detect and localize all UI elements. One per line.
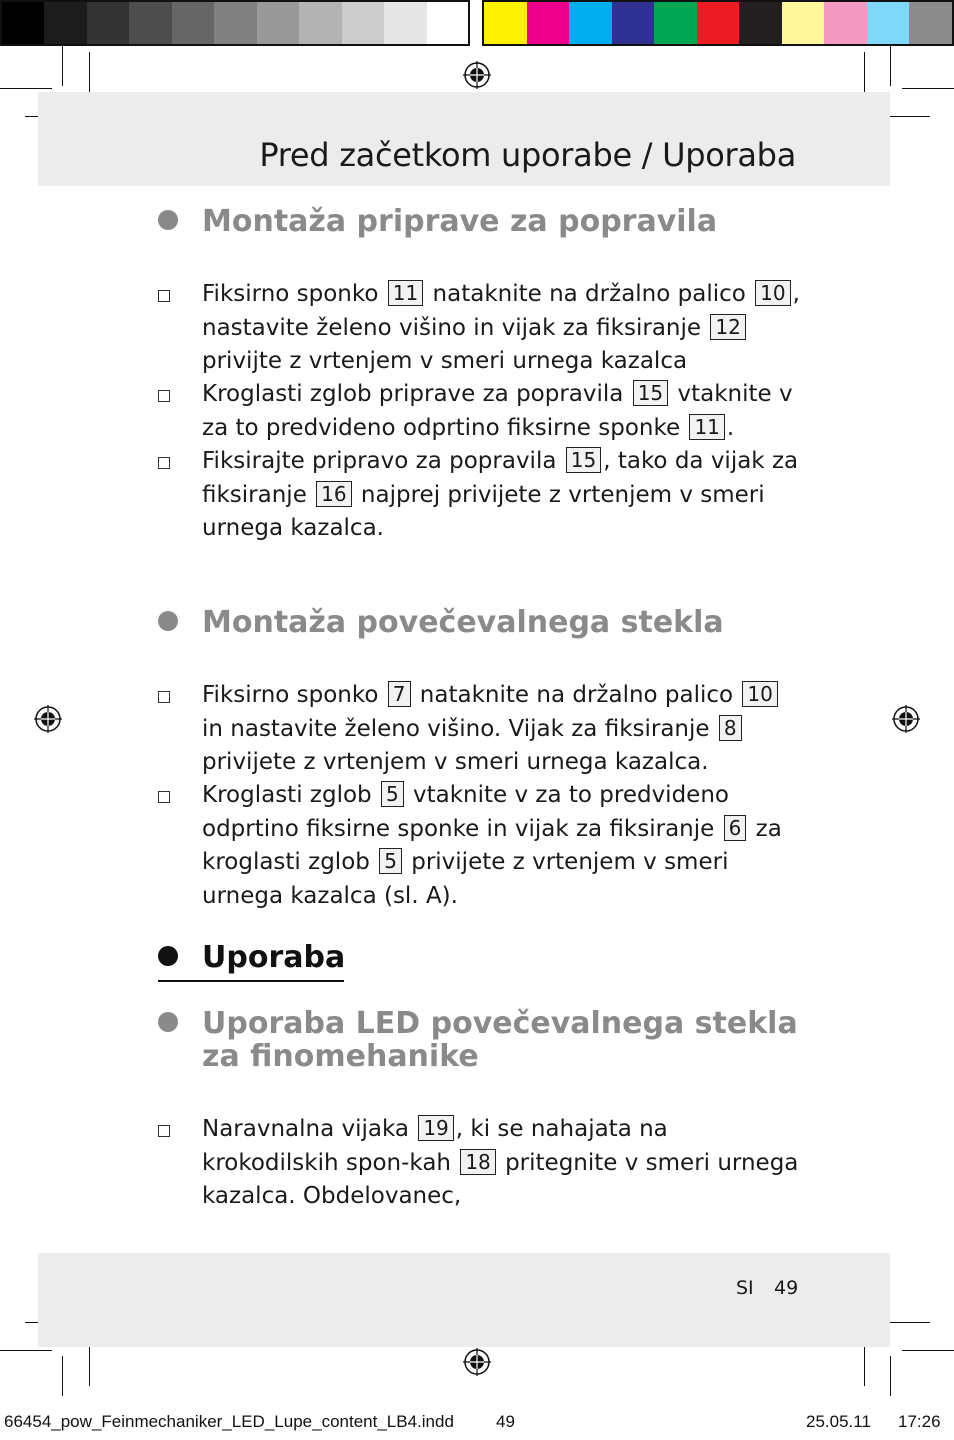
part-number: 19 bbox=[418, 1115, 453, 1141]
part-number: 5 bbox=[379, 848, 402, 874]
color-swatch bbox=[739, 2, 782, 44]
footer-page-number: 49 bbox=[774, 1277, 799, 1299]
section-heading-text: Montaža priprave za popravila bbox=[202, 204, 718, 239]
bullet-dot-icon bbox=[158, 611, 178, 631]
color-swatch bbox=[697, 2, 739, 44]
checkbox-bullet-icon bbox=[158, 791, 170, 803]
gray-swatch bbox=[129, 2, 172, 44]
crop-mark bbox=[890, 46, 891, 86]
gray-swatch bbox=[87, 2, 129, 44]
part-number: 15 bbox=[566, 447, 601, 473]
registration-mark-icon bbox=[462, 60, 492, 90]
gray-swatch bbox=[2, 2, 44, 44]
slug-page: 49 bbox=[496, 1412, 515, 1431]
crop-mark bbox=[890, 1356, 891, 1396]
gray-swatch bbox=[257, 2, 299, 44]
slug-date: 25.05.11 bbox=[806, 1412, 871, 1431]
heading-underline bbox=[158, 980, 344, 982]
color-swatch bbox=[867, 2, 909, 44]
part-number: 16 bbox=[316, 481, 351, 507]
page-title: Pred začetkom uporabe / Uporaba bbox=[259, 136, 796, 174]
checkbox-bullet-icon bbox=[158, 691, 170, 703]
part-number: 11 bbox=[388, 280, 423, 306]
crop-mark bbox=[0, 1350, 52, 1351]
part-number: 10 bbox=[755, 280, 790, 306]
crop-mark bbox=[884, 116, 930, 117]
crop-mark bbox=[902, 88, 954, 89]
color-swatch bbox=[654, 2, 697, 44]
slug-filename: 66454_pow_Feinmechaniker_LED_Lupe_content_LB4.indd bbox=[4, 1412, 454, 1431]
crop-mark bbox=[0, 88, 52, 89]
part-number: 10 bbox=[742, 681, 777, 707]
crop-mark bbox=[902, 1350, 954, 1351]
slug-time: 17:26 bbox=[898, 1412, 941, 1431]
gray-swatch bbox=[44, 2, 87, 44]
crop-mark bbox=[884, 1322, 930, 1323]
footer-band bbox=[38, 1253, 890, 1347]
gray-swatch bbox=[342, 2, 384, 44]
color-swatch bbox=[484, 2, 527, 44]
checkbox-bullet-icon bbox=[158, 457, 170, 469]
section-heading-text: Uporaba bbox=[202, 940, 346, 975]
list-item: Kroglasti zglob 5 vtaknite v za to predvideno odprtino fiksirne sponke in vijak za fiksiranje 6 za kroglasti zglob 5 privijete z vrtenjem v smeri urnega kazalca (sl. A). bbox=[202, 779, 802, 913]
registration-mark-icon bbox=[33, 704, 63, 734]
checkbox-bullet-icon bbox=[158, 290, 170, 302]
section-heading bbox=[158, 605, 724, 640]
crop-mark bbox=[62, 1356, 63, 1396]
footer-language: SI bbox=[736, 1277, 754, 1299]
bullet-dot-icon bbox=[158, 210, 178, 230]
gray-swatch bbox=[214, 2, 257, 44]
gray-swatch bbox=[427, 2, 468, 44]
bullet-dot-icon bbox=[158, 946, 178, 966]
part-number: 12 bbox=[710, 314, 745, 340]
section-heading bbox=[158, 204, 717, 239]
color-swatch bbox=[824, 2, 867, 44]
color-swatch bbox=[569, 2, 612, 44]
color-swatch bbox=[612, 2, 654, 44]
registration-mark-icon bbox=[891, 704, 921, 734]
color-swatch bbox=[527, 2, 569, 44]
part-number: 7 bbox=[388, 681, 411, 707]
gray-swatch bbox=[384, 2, 427, 44]
section-heading-text: Uporaba LED povečevalnega stekla bbox=[202, 1006, 798, 1041]
part-number: 15 bbox=[633, 380, 668, 406]
list-item: Fiksirno sponko 7 nataknite na držalno palico 10 in nastavite želeno višino. Vijak za fiksiranje 8 privijete z vrtenjem v smeri urnega kazalca. bbox=[202, 679, 802, 780]
section-heading-text: za finomehanike bbox=[202, 1039, 479, 1074]
list-item: Fiksirajte pripravo za popravila 15 , tako da vijak za fiksiranje 16 najprej privijete z vrtenjem v smeri urnega kazalca. bbox=[202, 445, 802, 546]
color-swatch bbox=[782, 2, 824, 44]
part-number: 6 bbox=[724, 815, 747, 841]
list-item: Kroglasti zglob priprave za popravila 15 vtaknite v za to predvideno odprtino fiksirne sponke 11 . bbox=[202, 378, 802, 445]
color-calibration-bar bbox=[0, 0, 954, 46]
gray-swatch bbox=[299, 2, 342, 44]
section-heading-text: Montaža povečevalnega stekla bbox=[202, 605, 724, 640]
part-number: 11 bbox=[689, 414, 724, 440]
part-number: 8 bbox=[719, 715, 742, 741]
part-number: 5 bbox=[381, 781, 404, 807]
bullet-dot-icon bbox=[158, 1012, 178, 1032]
gray-swatch bbox=[172, 2, 214, 44]
part-number: 18 bbox=[460, 1149, 495, 1175]
list-item: Naravnalna vijaka 19 , ki se nahajata na krokodilskih spon-kah 18 pritegnite v smeri urnega kazalca. Obdelovanec, bbox=[202, 1113, 802, 1214]
checkbox-bullet-icon bbox=[158, 1125, 170, 1137]
crop-mark bbox=[62, 46, 63, 86]
section-heading bbox=[158, 1007, 798, 1073]
registration-mark-icon bbox=[462, 1347, 492, 1377]
list-item: Fiksirno sponko 11 nataknite na držalno palico 10 , nastavite želeno višino in vijak za fiksiranje 12 privijte z vrtenjem v smeri urnega kazalca bbox=[202, 278, 802, 379]
checkbox-bullet-icon bbox=[158, 390, 170, 402]
color-swatch bbox=[909, 2, 952, 44]
section-heading bbox=[158, 940, 345, 975]
